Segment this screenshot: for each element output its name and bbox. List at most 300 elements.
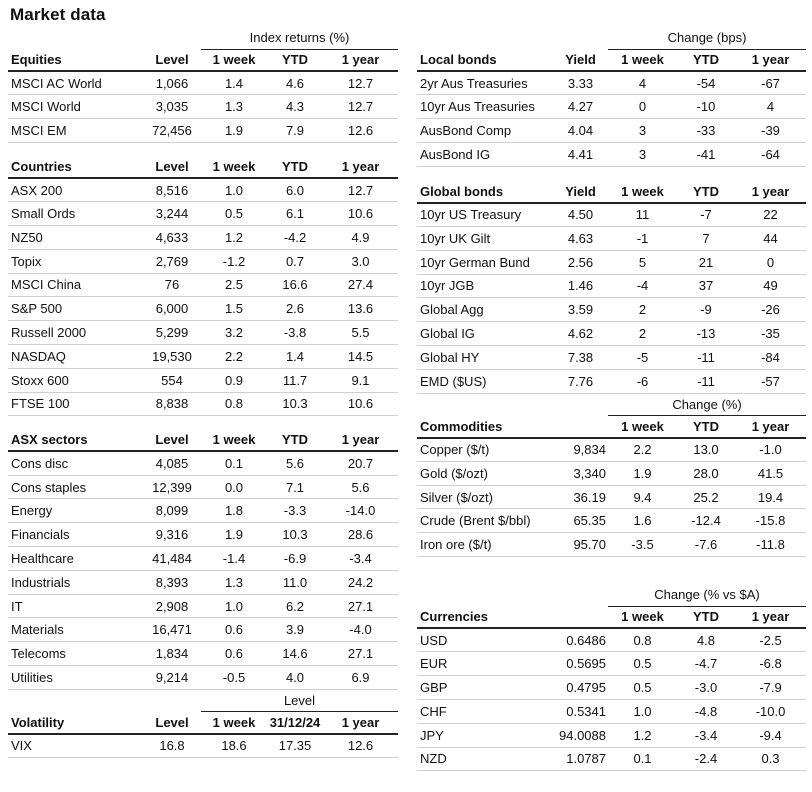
table-row [417, 345, 806, 369]
row-value: -9.4 [735, 723, 806, 747]
row-label: CHF [417, 699, 553, 723]
row-label: USD [417, 628, 553, 652]
table-row [8, 618, 398, 642]
row-value: 1.0 [201, 178, 267, 202]
row-value: -4.8 [677, 699, 735, 723]
row-value: 1.3 [201, 570, 267, 594]
table-row [417, 298, 806, 322]
row-value: 20.7 [323, 451, 398, 475]
row-value: 0.8 [201, 392, 267, 416]
row-value: 36.19 [553, 485, 608, 509]
row-label: Copper ($/t) [417, 438, 553, 462]
column-header [553, 416, 608, 438]
row-value: 5 [608, 250, 677, 274]
row-value: 1,834 [143, 642, 201, 666]
row-value: 41,484 [143, 547, 201, 571]
row-value: 2.5 [201, 273, 267, 297]
row-value: -4.7 [677, 652, 735, 676]
row-value: -84 [735, 345, 806, 369]
page-title: Market data [10, 5, 106, 24]
table-row [417, 628, 806, 652]
row-value: 1.5 [201, 297, 267, 321]
row-value: 7 [677, 226, 735, 250]
row-value: -1.2 [201, 249, 267, 273]
column-header-row [417, 49, 806, 71]
row-value: 21 [677, 250, 735, 274]
column-header: Level [143, 156, 201, 178]
row-value: 8,099 [143, 499, 201, 523]
column-header: Level [143, 49, 201, 71]
row-label: Silver ($/ozt) [417, 485, 553, 509]
column-header: YTD [677, 181, 735, 203]
equities-table [8, 27, 398, 143]
row-value: 3,244 [143, 202, 201, 226]
row-value: 12,399 [143, 475, 201, 499]
row-label: Healthcare [8, 547, 143, 571]
row-label: Topix [8, 249, 143, 273]
row-value: -2.4 [677, 747, 735, 771]
column-header: Level [143, 429, 201, 451]
row-label: Global IG [417, 322, 553, 346]
column-header: 1 year [323, 712, 398, 734]
row-value: 4 [608, 71, 677, 95]
row-value: 3,340 [553, 461, 608, 485]
row-value: 1.9 [201, 119, 267, 143]
row-value: 8,393 [143, 570, 201, 594]
table-row [8, 734, 398, 758]
row-value: 2,908 [143, 594, 201, 618]
row-label: NZ50 [8, 225, 143, 249]
table-row [8, 547, 398, 571]
table-row [417, 95, 806, 119]
row-label: IT [8, 594, 143, 618]
row-value: 0.1 [608, 747, 677, 771]
row-value: 12.7 [323, 71, 398, 95]
row-value: 4.50 [553, 203, 608, 227]
column-header: YTD [267, 156, 323, 178]
row-value: -33 [677, 119, 735, 143]
table-row [417, 699, 806, 723]
row-value: -41 [677, 142, 735, 166]
row-value: 4.41 [553, 142, 608, 166]
row-value: -10 [677, 95, 735, 119]
column-header: 1 week [201, 156, 267, 178]
column-header: 1 year [735, 181, 806, 203]
row-value: -6.9 [267, 547, 323, 571]
row-value: 22 [735, 203, 806, 227]
table-row [417, 509, 806, 533]
row-value: 28.6 [323, 523, 398, 547]
table-row [8, 523, 398, 547]
column-header: 1 year [323, 49, 398, 71]
row-label: Industrials [8, 570, 143, 594]
row-label: NASDAQ [8, 344, 143, 368]
row-label: 10yr German Bund [417, 250, 553, 274]
row-value: 0.8 [608, 628, 677, 652]
row-value: -3.4 [323, 547, 398, 571]
row-value: 0.1 [201, 451, 267, 475]
row-value: -4 [608, 274, 677, 298]
column-header: YTD [677, 606, 735, 628]
table-row [417, 369, 806, 393]
row-value: 1.9 [201, 523, 267, 547]
table-row [417, 142, 806, 166]
row-value: 17.35 [267, 734, 323, 758]
row-label: GBP [417, 676, 553, 700]
commodities-table [417, 394, 806, 557]
table-row [417, 226, 806, 250]
local-bonds-table [417, 27, 806, 167]
row-value: 9.4 [608, 485, 677, 509]
row-value: 18.6 [201, 734, 267, 758]
row-value: 9.1 [323, 368, 398, 392]
row-label: Small Ords [8, 202, 143, 226]
row-value: 6.0 [267, 178, 323, 202]
row-value: 0.0 [201, 475, 267, 499]
row-value: 554 [143, 368, 201, 392]
table-row [417, 438, 806, 462]
column-header: 1 year [735, 606, 806, 628]
column-header: 1 week [608, 181, 677, 203]
row-label: 10yr UK Gilt [417, 226, 553, 250]
column-header: 31/12/24 [267, 712, 323, 734]
row-value: 10.6 [323, 392, 398, 416]
row-value: 25.2 [677, 485, 735, 509]
row-value: -5 [608, 345, 677, 369]
row-label: 10yr US Treasury [417, 203, 553, 227]
row-value: 3.2 [201, 321, 267, 345]
table-row [8, 666, 398, 690]
row-value: 11.7 [267, 368, 323, 392]
table-row [8, 594, 398, 618]
table-row [417, 461, 806, 485]
row-value: 7.9 [267, 119, 323, 143]
row-value: 0 [735, 250, 806, 274]
row-label: NZD [417, 747, 553, 771]
row-value: -0.5 [201, 666, 267, 690]
row-value: 95.70 [553, 533, 608, 557]
row-value: 12.6 [323, 119, 398, 143]
row-value: 5,299 [143, 321, 201, 345]
section-title: Commodities [417, 416, 553, 438]
row-value: 4.8 [677, 628, 735, 652]
row-value: 1.6 [608, 509, 677, 533]
row-value: 5.6 [323, 475, 398, 499]
row-value: 1.46 [553, 274, 608, 298]
row-value: 12.7 [323, 95, 398, 119]
row-label: MSCI EM [8, 119, 143, 143]
table-row [8, 273, 398, 297]
row-label: S&P 500 [8, 297, 143, 321]
row-value: -3.8 [267, 321, 323, 345]
table-row [417, 652, 806, 676]
row-value: 41.5 [735, 461, 806, 485]
row-value: 11 [608, 203, 677, 227]
row-value: 24.2 [323, 570, 398, 594]
row-value: 3.9 [267, 618, 323, 642]
row-label: EMD ($US) [417, 369, 553, 393]
group-header-row [8, 27, 398, 49]
row-value: 6.2 [267, 594, 323, 618]
row-value: -35 [735, 322, 806, 346]
row-value: 27.4 [323, 273, 398, 297]
column-header: 1 week [201, 712, 267, 734]
row-value: -13 [677, 322, 735, 346]
section-title: Countries [8, 156, 143, 178]
row-label: VIX [8, 734, 143, 758]
row-value: 1.9 [608, 461, 677, 485]
group-header: Change (%) [608, 394, 806, 416]
row-label: Gold ($/ozt) [417, 461, 553, 485]
row-value: 6.9 [323, 666, 398, 690]
row-value: 72,456 [143, 119, 201, 143]
row-value: 16.8 [143, 734, 201, 758]
row-value: 0.6 [201, 642, 267, 666]
row-value: 4.6 [267, 71, 323, 95]
row-value: 10.3 [267, 392, 323, 416]
column-header: YTD [267, 49, 323, 71]
row-value: -4.0 [323, 618, 398, 642]
table-row [417, 71, 806, 95]
row-label: FTSE 100 [8, 392, 143, 416]
row-value: 49 [735, 274, 806, 298]
row-value: 16.6 [267, 273, 323, 297]
row-value: 4.04 [553, 119, 608, 143]
row-value: 2.56 [553, 250, 608, 274]
row-value: 10.6 [323, 202, 398, 226]
volatility-table [8, 690, 398, 758]
row-value: 1.8 [201, 499, 267, 523]
row-value: -7 [677, 203, 735, 227]
row-label: Financials [8, 523, 143, 547]
row-value: 94.0088 [553, 723, 608, 747]
row-value: 65.35 [553, 509, 608, 533]
row-value: 7.38 [553, 345, 608, 369]
row-value: 9,214 [143, 666, 201, 690]
row-value: 0 [608, 95, 677, 119]
row-value: 2.2 [608, 438, 677, 462]
row-label: Cons disc [8, 451, 143, 475]
row-value: 28.0 [677, 461, 735, 485]
row-value: 44 [735, 226, 806, 250]
group-header-row [417, 394, 806, 416]
row-label: Energy [8, 499, 143, 523]
table-row [8, 95, 398, 119]
section-title: Local bonds [417, 49, 553, 71]
column-header-row [8, 156, 398, 178]
row-value: 2.2 [201, 344, 267, 368]
row-value: 6,000 [143, 297, 201, 321]
row-value: -39 [735, 119, 806, 143]
row-value: -3.5 [608, 533, 677, 557]
row-value: 2 [608, 322, 677, 346]
row-value: 19.4 [735, 485, 806, 509]
column-header: Yield [553, 181, 608, 203]
row-label: Iron ore ($/t) [417, 533, 553, 557]
group-header: Index returns (%) [201, 27, 398, 49]
row-label: JPY [417, 723, 553, 747]
row-value: -12.4 [677, 509, 735, 533]
row-value: 76 [143, 273, 201, 297]
row-value: 16,471 [143, 618, 201, 642]
row-value: 4,633 [143, 225, 201, 249]
row-value: 1.0 [608, 699, 677, 723]
row-label: MSCI World [8, 95, 143, 119]
global-bonds-table [417, 181, 806, 394]
row-value: -11 [677, 345, 735, 369]
row-label: Materials [8, 618, 143, 642]
row-value: 9,834 [553, 438, 608, 462]
row-value: 0.5 [608, 676, 677, 700]
row-label: Global Agg [417, 298, 553, 322]
table-row [8, 249, 398, 273]
row-label: ASX 200 [8, 178, 143, 202]
row-value: 8,516 [143, 178, 201, 202]
column-header: 1 week [608, 606, 677, 628]
row-value: 13.6 [323, 297, 398, 321]
table-row [8, 321, 398, 345]
section-title: Currencies [417, 606, 553, 628]
table-row [8, 344, 398, 368]
row-value: -67 [735, 71, 806, 95]
row-value: -1.0 [735, 438, 806, 462]
row-value: 1.3 [201, 95, 267, 119]
row-value: 12.7 [323, 178, 398, 202]
row-value: 13.0 [677, 438, 735, 462]
column-header: 1 year [323, 429, 398, 451]
column-header: YTD [677, 49, 735, 71]
row-label: 2yr Aus Treasuries [417, 71, 553, 95]
row-value: 4 [735, 95, 806, 119]
row-value: -7.9 [735, 676, 806, 700]
row-value: 0.6486 [553, 628, 608, 652]
column-header: 1 year [323, 156, 398, 178]
row-value: -15.8 [735, 509, 806, 533]
column-header: Yield [553, 49, 608, 71]
row-value: 5.6 [267, 451, 323, 475]
column-header [553, 606, 608, 628]
table-row [417, 533, 806, 557]
row-value: 3 [608, 142, 677, 166]
row-value: 1,066 [143, 71, 201, 95]
asx-sectors-table [8, 429, 398, 689]
row-value: 0.5 [201, 202, 267, 226]
column-header: 1 week [201, 49, 267, 71]
row-value: 10.3 [267, 523, 323, 547]
row-label: EUR [417, 652, 553, 676]
row-value: 27.1 [323, 642, 398, 666]
row-value: 7.76 [553, 369, 608, 393]
row-value: -7.6 [677, 533, 735, 557]
table-row [417, 723, 806, 747]
table-row [8, 570, 398, 594]
table-row [417, 485, 806, 509]
column-header-row [8, 712, 398, 734]
row-value: -10.0 [735, 699, 806, 723]
group-header: Change (% vs $A) [608, 584, 806, 606]
row-value: 12.6 [323, 734, 398, 758]
row-label: Russell 2000 [8, 321, 143, 345]
table-row [8, 71, 398, 95]
group-header-row [8, 690, 398, 712]
table-row [417, 250, 806, 274]
table-row [417, 119, 806, 143]
column-header: Level [143, 712, 201, 734]
row-value: -11 [677, 369, 735, 393]
row-value: 3.59 [553, 298, 608, 322]
table-row [8, 499, 398, 523]
currencies-table [417, 584, 806, 771]
table-row [8, 202, 398, 226]
section-title: Global bonds [417, 181, 553, 203]
row-label: 10yr Aus Treasuries [417, 95, 553, 119]
table-row [8, 178, 398, 202]
row-value: 2.6 [267, 297, 323, 321]
group-header-blank [8, 27, 201, 49]
countries-table [8, 156, 398, 416]
table-row [8, 642, 398, 666]
row-value: -9 [677, 298, 735, 322]
right-column [417, 27, 806, 771]
row-value: 4.0 [267, 666, 323, 690]
row-value: 3,035 [143, 95, 201, 119]
column-header: 1 year [735, 416, 806, 438]
table-row [8, 451, 398, 475]
row-value: -57 [735, 369, 806, 393]
row-value: -1 [608, 226, 677, 250]
row-value: 0.3 [735, 747, 806, 771]
table-row [8, 392, 398, 416]
table-row [8, 119, 398, 143]
row-value: 3.33 [553, 71, 608, 95]
row-value: 7.1 [267, 475, 323, 499]
row-value: 0.6 [201, 618, 267, 642]
group-header-row [417, 584, 806, 606]
section-title: Equities [8, 49, 143, 71]
row-value: 4.62 [553, 322, 608, 346]
row-label: Telecoms [8, 642, 143, 666]
row-value: 3.0 [323, 249, 398, 273]
column-header-row [8, 49, 398, 71]
row-value: 0.5341 [553, 699, 608, 723]
row-value: 0.5 [608, 652, 677, 676]
row-value: -54 [677, 71, 735, 95]
row-value: -3.0 [677, 676, 735, 700]
table-row [8, 225, 398, 249]
row-value: -6.8 [735, 652, 806, 676]
section-title: ASX sectors [8, 429, 143, 451]
column-header: YTD [267, 429, 323, 451]
row-value: 14.6 [267, 642, 323, 666]
row-value: 37 [677, 274, 735, 298]
group-header-blank [417, 584, 608, 606]
row-value: 4.3 [267, 95, 323, 119]
row-value: 0.5695 [553, 652, 608, 676]
column-header: 1 week [608, 49, 677, 71]
row-label: Cons staples [8, 475, 143, 499]
row-value: -4.2 [267, 225, 323, 249]
row-label: Crude (Brent $/bbl) [417, 509, 553, 533]
row-label: MSCI AC World [8, 71, 143, 95]
table-row [8, 368, 398, 392]
row-value: -64 [735, 142, 806, 166]
table-row [417, 203, 806, 227]
row-value: -2.5 [735, 628, 806, 652]
row-value: 5.5 [323, 321, 398, 345]
group-header: Level [201, 690, 398, 712]
row-label: Stoxx 600 [8, 368, 143, 392]
row-value: 1.0 [201, 594, 267, 618]
